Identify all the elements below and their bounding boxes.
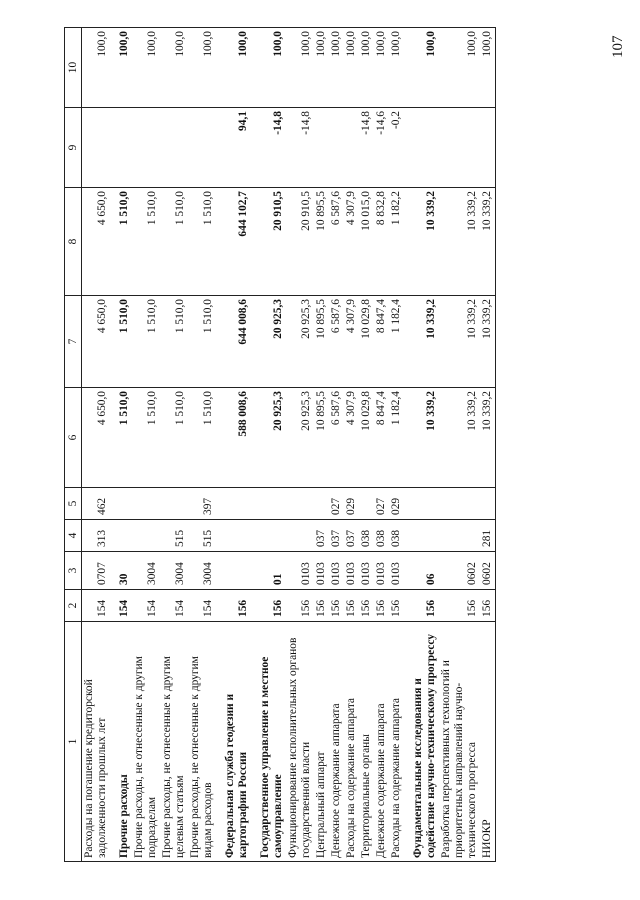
cell-col-6: 6 587,6 — [329, 388, 344, 488]
cell-col-6: 10 029,8 — [359, 388, 374, 488]
cell-col-6: 10 895,5 — [314, 388, 329, 488]
cell-col-8: 1 510,0 — [110, 188, 132, 296]
cell-col-8: 8 832,8 — [374, 188, 389, 296]
cell-col-9: -14,8 — [286, 108, 314, 188]
cell-col-6: 1 510,0 — [110, 388, 132, 488]
table-row — [110, 28, 132, 862]
cell-col-9: 94,1 — [216, 108, 251, 188]
cell-col-6: 4 307,9 — [344, 388, 359, 488]
table-row — [82, 28, 111, 862]
cell-col-7: 6 587,6 — [329, 296, 344, 388]
cell-col-7: 10 339,2 — [404, 296, 439, 388]
cell-col-3: 0103 — [314, 552, 329, 590]
cell-col-4 — [439, 520, 480, 552]
cell-col-3: 30 — [110, 552, 132, 590]
cell-col-2: 156 — [439, 590, 480, 622]
table-body — [82, 28, 496, 862]
cell-col-5: 397 — [188, 488, 216, 520]
cell-col-2: 154 — [160, 590, 188, 622]
cell-col-5 — [160, 488, 188, 520]
cell-col-5 — [439, 488, 480, 520]
cell-col-10: 100,0 — [216, 28, 251, 108]
cell-col-8: 1 182,2 — [389, 188, 404, 296]
cell-col-2: 154 — [82, 590, 111, 622]
budget-table — [64, 27, 496, 862]
cell-col-8: 10 339,2 — [404, 188, 439, 296]
cell-col-2: 156 — [480, 590, 496, 622]
cell-col-3: 3004 — [132, 552, 160, 590]
cell-col-9: -0,2 — [389, 108, 404, 188]
cell-col-8: 10 339,2 — [480, 188, 496, 296]
cell-col-2: 154 — [110, 590, 132, 622]
cell-col-1: Прочие расходы, не отнесенные к другим видам расходов — [188, 622, 216, 862]
cell-col-3 — [216, 552, 251, 590]
cell-col-5 — [286, 488, 314, 520]
cell-col-1: НИОКР — [480, 622, 496, 862]
cell-col-7: 20 925,3 — [286, 296, 314, 388]
cell-col-8: 10 895,5 — [314, 188, 329, 296]
cell-col-4: 281 — [480, 520, 496, 552]
cell-col-10: 100,0 — [132, 28, 160, 108]
cell-col-5 — [359, 488, 374, 520]
cell-col-4: 037 — [344, 520, 359, 552]
cell-col-3: 0103 — [344, 552, 359, 590]
cell-col-3: 0103 — [374, 552, 389, 590]
cell-col-2: 156 — [216, 590, 251, 622]
cell-col-7: 1 510,0 — [160, 296, 188, 388]
cell-col-7: 1 510,0 — [188, 296, 216, 388]
cell-col-7: 4 650,0 — [82, 296, 111, 388]
cell-col-3: 06 — [404, 552, 439, 590]
page-number: 107 — [610, 35, 626, 58]
cell-col-6: 10 339,2 — [404, 388, 439, 488]
cell-col-4: 038 — [374, 520, 389, 552]
column-header-7: 7 — [65, 296, 82, 388]
table-row — [329, 28, 344, 862]
cell-col-6: 4 650,0 — [82, 388, 111, 488]
cell-col-2: 156 — [374, 590, 389, 622]
cell-col-1: Прочие расходы — [110, 622, 132, 862]
cell-col-10: 100,0 — [188, 28, 216, 108]
cell-col-9: -14,6 — [374, 108, 389, 188]
cell-col-6: 1 510,0 — [132, 388, 160, 488]
cell-col-7: 4 307,9 — [344, 296, 359, 388]
cell-col-9: -14,8 — [251, 108, 286, 188]
cell-col-6: 20 925,3 — [251, 388, 286, 488]
cell-col-5: 462 — [82, 488, 111, 520]
cell-col-6: 1 510,0 — [160, 388, 188, 488]
cell-col-10: 100,0 — [286, 28, 314, 108]
cell-col-3: 0103 — [389, 552, 404, 590]
cell-col-1: Прочие расходы, не отнесенные к другим подразделам — [132, 622, 160, 862]
table-row — [216, 28, 251, 862]
column-header-10: 10 — [65, 28, 82, 108]
cell-col-5: 027 — [374, 488, 389, 520]
table-row — [439, 28, 480, 862]
cell-col-9 — [439, 108, 480, 188]
cell-col-10: 100,0 — [374, 28, 389, 108]
cell-col-9 — [82, 108, 111, 188]
cell-col-4 — [132, 520, 160, 552]
table-row — [132, 28, 160, 862]
cell-col-8: 644 102,7 — [216, 188, 251, 296]
cell-col-1: Денежное содержание аппарата — [374, 622, 389, 862]
cell-col-6: 1 510,0 — [188, 388, 216, 488]
column-header-2: 2 — [65, 590, 82, 622]
cell-col-4 — [216, 520, 251, 552]
cell-col-10: 100,0 — [359, 28, 374, 108]
cell-col-7: 1 182,4 — [389, 296, 404, 388]
rotated-table-container — [64, 28, 602, 862]
cell-col-1: Центральный аппарат — [314, 622, 329, 862]
cell-col-5: 029 — [344, 488, 359, 520]
cell-col-9 — [404, 108, 439, 188]
cell-col-4 — [286, 520, 314, 552]
cell-col-3: 0103 — [359, 552, 374, 590]
cell-col-3: 0103 — [329, 552, 344, 590]
cell-col-1: Денежное содержание аппарата — [329, 622, 344, 862]
cell-col-1: Разработка перспективных технологий и приоритетных направлений научно-технического прогресса — [439, 622, 480, 862]
cell-col-5 — [314, 488, 329, 520]
cell-col-7: 10 895,5 — [314, 296, 329, 388]
cell-col-10: 100,0 — [110, 28, 132, 108]
cell-col-8: 1 510,0 — [132, 188, 160, 296]
cell-col-8: 20 910,5 — [251, 188, 286, 296]
cell-col-2: 156 — [344, 590, 359, 622]
cell-col-4: 038 — [359, 520, 374, 552]
cell-col-5 — [404, 488, 439, 520]
cell-col-7: 20 925,3 — [251, 296, 286, 388]
cell-col-5: 029 — [389, 488, 404, 520]
table-row — [374, 28, 389, 862]
cell-col-8: 20 910,5 — [286, 188, 314, 296]
cell-col-2: 154 — [132, 590, 160, 622]
cell-col-7: 10 029,8 — [359, 296, 374, 388]
cell-col-2: 156 — [251, 590, 286, 622]
cell-col-10: 100,0 — [389, 28, 404, 108]
cell-col-9 — [314, 108, 329, 188]
cell-col-10: 100,0 — [314, 28, 329, 108]
cell-col-9 — [344, 108, 359, 188]
cell-col-6: 10 339,2 — [439, 388, 480, 488]
cell-col-2: 156 — [389, 590, 404, 622]
cell-col-3: 0707 — [82, 552, 111, 590]
cell-col-1: Государственное управление и местное самоуправление — [251, 622, 286, 862]
cell-col-8: 1 510,0 — [160, 188, 188, 296]
table-row — [160, 28, 188, 862]
cell-col-10: 100,0 — [160, 28, 188, 108]
cell-col-5 — [110, 488, 132, 520]
cell-col-5 — [216, 488, 251, 520]
cell-col-1: Функционирование исполнительных органов государственной власти — [286, 622, 314, 862]
cell-col-2: 154 — [188, 590, 216, 622]
column-header-1: 1 — [65, 622, 82, 862]
cell-col-4: 515 — [160, 520, 188, 552]
column-header-3: 3 — [65, 552, 82, 590]
cell-col-7: 8 847,4 — [374, 296, 389, 388]
cell-col-5: 027 — [329, 488, 344, 520]
header-row — [65, 28, 82, 862]
cell-col-9 — [480, 108, 496, 188]
cell-col-9 — [329, 108, 344, 188]
table-row — [251, 28, 286, 862]
cell-col-1: Федеральная служба геодезии и картографии России — [216, 622, 251, 862]
cell-col-7: 10 339,2 — [439, 296, 480, 388]
cell-col-6: 8 847,4 — [374, 388, 389, 488]
cell-col-3: 0602 — [480, 552, 496, 590]
cell-col-5 — [251, 488, 286, 520]
cell-col-2: 156 — [286, 590, 314, 622]
cell-col-1: Расходы на погашение кредиторской задолженности прошлых лет — [82, 622, 111, 862]
cell-col-10: 100,0 — [82, 28, 111, 108]
table-row — [480, 28, 496, 862]
cell-col-9 — [110, 108, 132, 188]
cell-col-7: 644 008,6 — [216, 296, 251, 388]
cell-col-6: 20 925,3 — [286, 388, 314, 488]
cell-col-1: Прочие расходы, не отнесенные к другим целевым статьям — [160, 622, 188, 862]
cell-col-7: 10 339,2 — [480, 296, 496, 388]
cell-col-3: 01 — [251, 552, 286, 590]
table-row — [286, 28, 314, 862]
cell-col-2: 156 — [359, 590, 374, 622]
cell-col-1: Фундаментальные исследования и содействие научно-техническому прогрессу — [404, 622, 439, 862]
cell-col-3: 3004 — [160, 552, 188, 590]
table-row — [389, 28, 404, 862]
cell-col-9 — [132, 108, 160, 188]
table-row — [359, 28, 374, 862]
cell-col-10: 100,0 — [439, 28, 480, 108]
cell-col-3: 0103 — [286, 552, 314, 590]
table-row — [344, 28, 359, 862]
cell-col-4 — [251, 520, 286, 552]
cell-col-6: 1 182,4 — [389, 388, 404, 488]
cell-col-8: 10 339,2 — [439, 188, 480, 296]
cell-col-6: 588 008,6 — [216, 388, 251, 488]
cell-col-8: 10 015,0 — [359, 188, 374, 296]
cell-col-5 — [132, 488, 160, 520]
cell-col-1: Расходы на содержание аппарата — [344, 622, 359, 862]
cell-col-4: 038 — [389, 520, 404, 552]
cell-col-10: 100,0 — [404, 28, 439, 108]
column-header-8: 8 — [65, 188, 82, 296]
cell-col-7: 1 510,0 — [132, 296, 160, 388]
table-row — [404, 28, 439, 862]
cell-col-10: 100,0 — [329, 28, 344, 108]
cell-col-2: 156 — [404, 590, 439, 622]
column-header-6: 6 — [65, 388, 82, 488]
cell-col-2: 156 — [329, 590, 344, 622]
cell-col-9 — [160, 108, 188, 188]
cell-col-4: 037 — [329, 520, 344, 552]
cell-col-3: 3004 — [188, 552, 216, 590]
cell-col-4 — [110, 520, 132, 552]
column-header-5: 5 — [65, 488, 82, 520]
cell-col-8: 6 587,6 — [329, 188, 344, 296]
cell-col-5 — [480, 488, 496, 520]
cell-col-9 — [188, 108, 216, 188]
cell-col-3: 0602 — [439, 552, 480, 590]
cell-col-8: 1 510,0 — [188, 188, 216, 296]
cell-col-1: Расходы на содержание аппарата — [389, 622, 404, 862]
cell-col-4: 515 — [188, 520, 216, 552]
cell-col-7: 1 510,0 — [110, 296, 132, 388]
column-header-4: 4 — [65, 520, 82, 552]
cell-col-8: 4 650,0 — [82, 188, 111, 296]
column-header-9: 9 — [65, 108, 82, 188]
cell-col-10: 100,0 — [251, 28, 286, 108]
cell-col-8: 4 307,9 — [344, 188, 359, 296]
cell-col-4: 313 — [82, 520, 111, 552]
cell-col-10: 100,0 — [344, 28, 359, 108]
cell-col-2: 156 — [314, 590, 329, 622]
cell-col-4: 037 — [314, 520, 329, 552]
cell-col-1: Территориальные органы — [359, 622, 374, 862]
cell-col-6: 10 339,2 — [480, 388, 496, 488]
table-row — [314, 28, 329, 862]
cell-col-4 — [404, 520, 439, 552]
cell-col-10: 100,0 — [480, 28, 496, 108]
cell-col-9: -14,8 — [359, 108, 374, 188]
table-row — [188, 28, 216, 862]
